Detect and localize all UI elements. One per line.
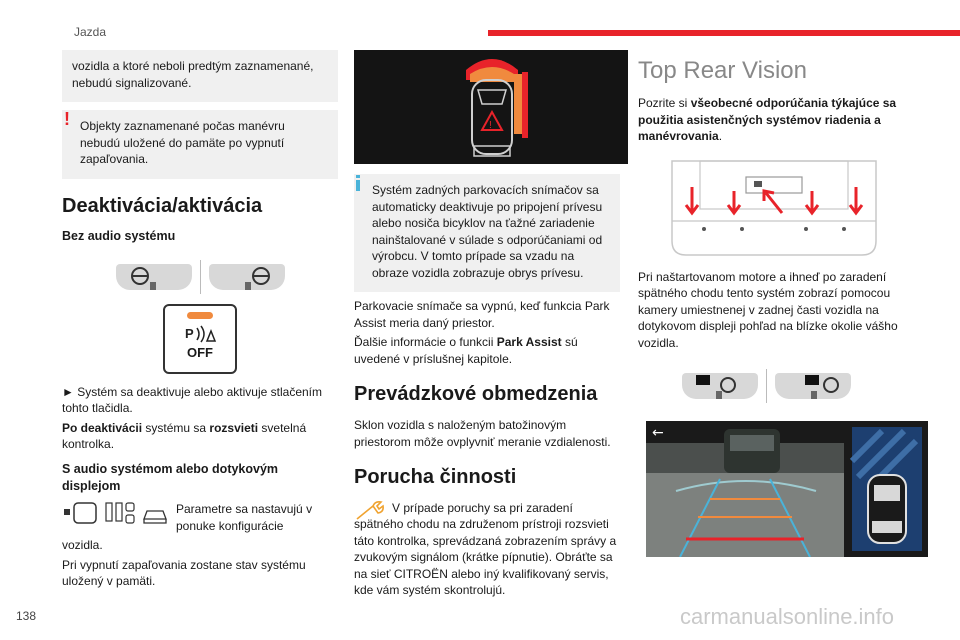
warning-text: Objekty zaznamenané počas manévru nebudú uložené do pamäte po vypnutí zapaľovania. — [80, 119, 285, 167]
park-sensor-icon — [185, 324, 217, 344]
continued-note-text: vozidla a ktoré neboli predtým zaznamenané, nebudú signalizované. — [72, 59, 314, 90]
svg-text:P: P — [185, 325, 194, 341]
fault-text: V prípade poruchy sa pri zaradení spätného chodu na združenom prístroji rozsvieti táto kontrolka, sprevádzaná zobrazením správy a zvukovým signálom (krátke pípnutie). Obráťte sa na sieť CITROËN alebo iný kvalifikovaný servis, kde vám systém skontrolujú. — [354, 500, 617, 598]
off-label: OFF — [187, 344, 213, 360]
deactivation-note: Po deaktivácii systému sa rozsvieti svetelná kontrolka. — [62, 420, 307, 452]
config-menu-icons — [62, 501, 170, 527]
column-left — [62, 50, 338, 593]
limits-text: Sklon vozidla s naloženým batožinovým priestorom môže ovplyvniť meranie vzdialenosti. — [354, 418, 611, 449]
page-number: 138 — [16, 609, 37, 623]
park-assist-text — [354, 298, 620, 599]
svg-text:←: ← — [652, 425, 664, 442]
trv-mirror-separator — [766, 369, 767, 403]
config-text-continued: vozidla. — [62, 538, 103, 553]
rear-camera-location-diagram — [642, 157, 906, 259]
heading-fault: Porucha činnosti — [354, 466, 517, 489]
warning-box — [62, 110, 338, 179]
indicator-led — [187, 312, 213, 319]
left-mirror-icon — [116, 264, 192, 290]
config-icon-text: Parametre sa nastavujú v ponuke konfigurácie — [176, 502, 313, 533]
column-middle — [344, 50, 620, 602]
mirror-icons — [62, 260, 338, 294]
header-accent-bar — [488, 30, 960, 36]
wrench-icon — [354, 500, 386, 522]
trv-text-block — [638, 95, 904, 145]
parking-sensor-illustration — [354, 50, 628, 164]
info-box — [354, 174, 620, 292]
watermark: carmanualsonline.info — [680, 604, 895, 629]
trailer-info-text: Systém zadných parkovacích snímačov sa automaticky deaktivuje po pripojení prívesu alebo nosiča bicyklov na ťažné zariadenie nainštalované v súlade s odporúčaniami od výrobcu. V tomto prípade sa vzadu na obraze vozidla zobrazuje obrys prívesu. — [372, 183, 603, 280]
trv-description-text: Pri naštartovanom motore a ihneď po zaradení spätného chodu tento systém zobrazí pomocou kamery umiestnenej v zadnej časti vozidla na dotykovom displeji pohľad na blízke okolie vášho vozidla. — [638, 269, 898, 350]
heading-no-audio: Bez audio systému — [62, 229, 176, 244]
rear-camera-display-screenshot — [646, 421, 928, 557]
right-mirror-icon — [209, 264, 285, 290]
trv-recommendations: Pozrite si všeobecné odporúčania týkajúce sa použitia asistenčných systémov riadenia a manévrovania. — [638, 96, 897, 144]
column-right — [628, 50, 904, 557]
info-icon — [356, 175, 360, 191]
memory-note: Pri vypnutí zapaľovania zostane stav systému uložený v pamäti. — [62, 557, 306, 589]
park-assist-p2: Ďalšie informácie o funkcii Park Assist sú uvedené v príslušnej kapitole. — [354, 335, 578, 366]
left-camera-mirror-icon — [682, 373, 758, 399]
fault-block — [354, 500, 620, 599]
continued-note-box — [62, 50, 338, 102]
trv-mirror-icons — [628, 369, 904, 403]
heading-limits: Prevádzkové obmedzenia — [354, 383, 598, 406]
toggle-instruction: ► Systém sa deaktivuje alebo aktivuje stlačením tohto tlačidla. — [62, 384, 322, 416]
svg-text:!: ! — [489, 120, 492, 131]
heading-deactivation: Deaktivácia/aktivácia — [62, 194, 263, 217]
park-assist-p1: Parkovacie snímače sa vypnú, keď funkcia Park Assist meria daný priestor. — [354, 299, 610, 330]
trv-description — [638, 269, 904, 352]
mirror-separator — [200, 260, 201, 294]
warning-icon: ! — [64, 109, 70, 130]
config-icon-row — [62, 501, 338, 537]
park-sensor-off-button — [163, 304, 237, 374]
section-title: Top Rear Vision — [638, 57, 807, 84]
heading-with-audio: S audio systémom alebo dotykovým displejom — [62, 461, 279, 494]
right-camera-mirror-icon — [775, 373, 851, 399]
section-header: Jazda — [74, 25, 107, 39]
